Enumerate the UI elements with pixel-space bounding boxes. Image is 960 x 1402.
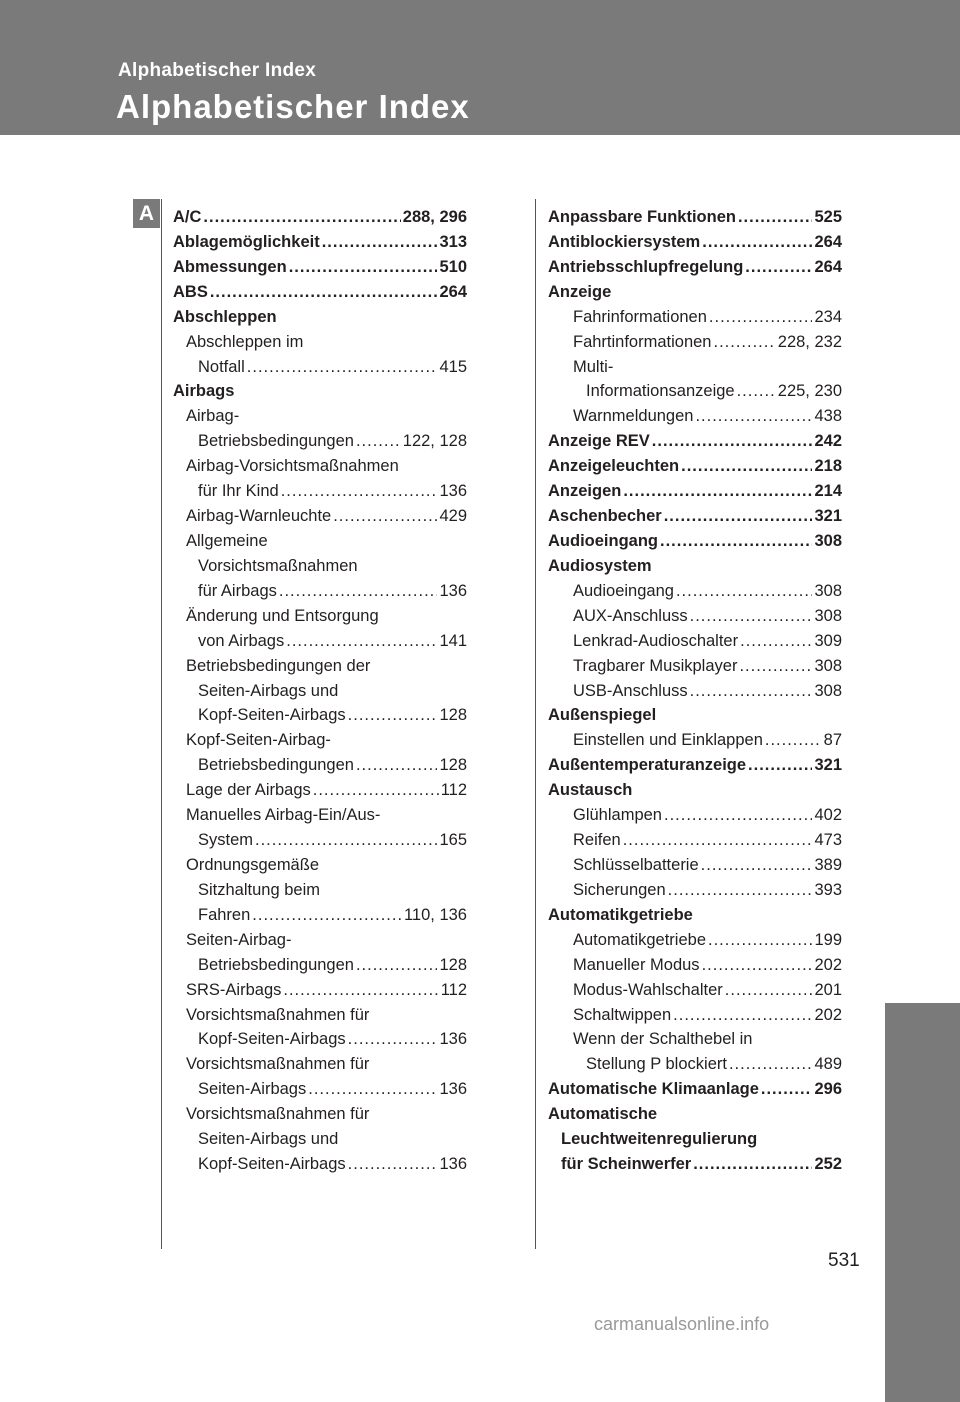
index-entry [173,803,467,828]
index-entry [173,828,467,853]
index-entry [548,1052,842,1077]
dot-leader [729,1052,813,1077]
chapter-title: Alphabetischer Index [118,60,317,81]
dot-leader [255,828,437,853]
index-entry [548,803,842,828]
page-number: 531 [828,1250,860,1271]
index-entry [173,953,467,978]
index-entry-term: System [198,831,254,850]
index-entry-page: 112 [440,781,467,800]
index-entry [548,529,842,554]
index-entry [548,953,842,978]
index-entry-page: 402 [814,806,842,825]
index-entry-page: 128 [439,756,467,775]
dot-leader [348,703,438,728]
index-entry [548,305,842,330]
index-entry-term: Vorsichtsmaßnahmen für [186,1105,370,1124]
index-entry-page: 214 [814,482,842,501]
index-entry-term: Leuchtweitenregulierung [561,1130,758,1149]
index-entry-term: Audiosystem [548,556,652,575]
dot-leader [286,629,437,654]
index-entry-term: Wenn der Schalthebel in [573,1030,753,1049]
dot-leader [714,330,776,355]
index-entry-term: für Airbags [198,581,277,600]
index-entry-page: 438 [814,407,842,426]
index-entry [173,1003,467,1028]
index-entry-term: Ordnungsgemäße [186,855,319,874]
index-entry [548,828,842,853]
dot-leader [738,205,813,230]
dot-leader [664,504,813,529]
index-entry [548,1077,842,1102]
index-entry [548,355,842,380]
index-entry-term: Kopf-Seiten-Airbags [198,1155,346,1174]
index-entry [173,1152,467,1177]
index-entry [173,703,467,728]
index-entry [173,629,467,654]
index-entry [548,479,842,504]
index-entry-page: 473 [814,831,842,850]
index-entry-term: Seiten-Airbag- [186,930,292,949]
index-entry [548,230,842,255]
index-entry-page: 136 [439,1080,467,1099]
index-entry [548,429,842,454]
index-entry-page: 252 [814,1155,842,1174]
index-entry-term: Außenspiegel [548,706,657,725]
index-entry [173,1077,467,1102]
dot-leader [702,953,813,978]
index-entry-page: 321 [814,507,842,526]
index-entry [173,978,467,1003]
index-entry [173,679,467,704]
index-entry-term: Betriebsbedingungen [198,756,354,775]
index-entry-term: Anzeigen [548,482,622,501]
index-entry-term: Außentemperaturanzeige [548,756,747,775]
index-entry-page: 128 [439,706,467,725]
index-entry-page: 141 [439,631,467,650]
index-entry-page: 308 [814,581,842,600]
dot-leader [210,280,438,305]
index-entry-term: Airbag-Vorsichtsmaßnahmen [186,457,399,476]
dot-leader [281,479,438,504]
index-entry-term: Antriebsschlupfregelung [548,257,744,276]
index-entry-page: 199 [814,930,842,949]
dot-leader [313,778,439,803]
index-entry [173,1127,467,1152]
dot-leader [690,604,813,629]
dot-leader [681,454,812,479]
dot-leader [623,828,813,853]
dot-leader [745,255,812,280]
column-divider-middle [535,199,536,1249]
index-entry [548,1027,842,1052]
index-entry [173,429,467,454]
index-entry-page: 242 [814,432,842,451]
index-entry-term: Allgemeine [186,531,268,550]
index-entry-page: 218 [814,457,842,476]
index-entry-term: Kopf-Seiten-Airbag- [186,731,331,750]
dot-leader [664,803,812,828]
index-entry-page: 321 [814,756,842,775]
column-divider-left [161,199,162,1249]
section-letter-badge: A [133,199,160,228]
index-entry [548,205,842,230]
index-entry [548,903,842,928]
index-entry [548,679,842,704]
index-entry [173,504,467,529]
index-entry-term: Manuelles Airbag-Ein/Aus- [186,806,381,825]
index-entry-term: Betriebsbedingungen [198,432,354,451]
dot-leader [652,429,813,454]
index-entry-page: 308 [814,531,842,550]
dot-leader [761,1077,813,1102]
index-entry [548,554,842,579]
index-entry-page: 525 [814,208,842,226]
index-entry [548,778,842,803]
index-entry-page: 308 [814,681,842,700]
index-entry-page: 201 [814,980,842,999]
index-entry-term: Manueller Modus [573,955,700,974]
index-entry [173,778,467,803]
index-entry-term: Lenkrad-Audioschalter [573,631,739,650]
chapter-side-tab [885,1003,960,1402]
index-entry-page: 234 [814,307,842,326]
index-entry [173,728,467,753]
index-entry-term: Fahrinformationen [573,307,707,326]
index-entry [173,305,467,330]
index-entry-page: 308 [814,656,842,675]
index-entry-page: 87 [823,731,842,750]
index-entry-term: Vorsichtsmaßnahmen [198,556,358,575]
dot-leader [623,479,812,504]
index-entry [173,903,467,928]
index-entry [548,504,842,529]
index-entry [173,853,467,878]
index-entry-term: Schaltwippen [573,1005,672,1024]
index-entry [548,579,842,604]
dot-leader [673,1003,812,1028]
index-entry-term: Einstellen und Einklappen [573,731,763,750]
index-entry [548,654,842,679]
index-entry [548,928,842,953]
index-entry-term: Anzeige [548,282,612,301]
dot-leader [695,404,812,429]
index-entry [173,355,467,380]
index-entry [548,454,842,479]
index-entry-term: Glühlampen [573,806,662,825]
index-entry-page: 202 [814,1005,842,1024]
index-entry-term: Reifen [573,831,621,850]
index-entry-term: Automatische Klimaanlage [548,1080,759,1099]
index-entry-term: Betriebsbedingungen der [186,656,371,675]
index-entry-term: Seiten-Airbags und [198,681,339,700]
index-entry-page: 264 [814,232,842,251]
page-header [0,0,960,135]
index-entry-term: Automatikgetriebe [548,905,693,924]
dot-leader [348,1152,438,1177]
dot-leader [283,978,438,1003]
dot-leader [702,230,812,255]
dot-leader [203,205,400,230]
index-entry-page: 288, 296 [402,208,467,226]
index-entry [548,1003,842,1028]
index-entry-term: Tragbarer Musikplayer [573,656,738,675]
index-entry-page: 136 [439,482,467,501]
index-entry-term: Informationsanzeige [586,382,735,401]
index-entry-term: Anzeige REV [548,432,650,451]
index-entry-page: 264 [439,282,467,301]
index-entry-term: Anpassbare Funktionen [548,208,736,226]
index-entry-term: Abschleppen im [186,332,304,351]
index-entry-page: 202 [814,955,842,974]
index-entry [548,629,842,654]
index-entry-term: Sitzhaltung beim [198,880,320,899]
index-entry-page: 136 [439,1030,467,1049]
index-entry-page: 429 [439,507,467,526]
index-entry-page: 110, 136 [403,905,467,924]
index-entry-page: 296 [814,1080,842,1099]
index-entry [173,604,467,629]
watermark: carmanualsonline.info [594,1314,770,1334]
index-entry-term: ABS [173,282,208,301]
index-entry-term: Audioeingang [548,531,658,550]
dot-leader [693,1152,812,1177]
dot-leader [356,429,401,454]
index-entry [548,1102,842,1127]
index-entry-term: Modus-Wahlschalter [573,980,723,999]
index-entry [173,280,467,305]
dot-leader [252,903,402,928]
index-entry-term: Fahrtinformationen [573,332,712,351]
dot-leader [247,355,438,380]
index-entry-term: für Ihr Kind [198,482,279,501]
dot-leader [701,853,813,878]
index-entry-term: von Airbags [198,631,285,650]
dot-leader [279,579,438,604]
index-entry [173,1052,467,1077]
index-entry-term: Airbag-Warnleuchte [186,507,332,526]
index-entry-term: Airbag- [186,407,240,426]
index-entry-page: 112 [440,980,467,999]
index-entry-page: 122, 128 [402,432,467,451]
index-entry [548,1152,842,1177]
index-entry-term: Vorsichtsmaßnahmen für [186,1005,370,1024]
index-entry-term: Automatikgetriebe [573,930,706,949]
page-title: Alphabetischer Index [116,88,470,125]
index-entry [173,1102,467,1127]
index-entry [548,728,842,753]
index-entry [548,978,842,1003]
dot-leader [660,529,812,554]
dot-leader [737,379,776,404]
index-entry [548,255,842,280]
index-entry-term: USB-Anschluss [573,681,688,700]
index-entry-term: für Scheinwerfer [561,1155,692,1174]
index-entry-term: Warnmeldungen [573,407,694,426]
dot-leader [690,679,813,704]
index-entry [173,1027,467,1052]
index-entry-term: Stellung P blockiert [586,1055,727,1074]
dot-leader [748,753,812,778]
index-entry-term: A/C [173,208,202,226]
index-entry [173,230,467,255]
index-entry [173,454,467,479]
index-entry-term: Sicherungen [573,880,666,899]
index-entry-term: Abmessungen [173,257,287,276]
dot-leader [765,728,822,753]
index-entry-page: 165 [439,831,467,850]
dot-leader [322,230,438,255]
index-entry [173,529,467,554]
index-entry-page: 510 [439,257,467,276]
dot-leader [333,504,437,529]
index-entry [173,579,467,604]
index-entry [173,753,467,778]
dot-leader [348,1027,438,1052]
index-entry [173,255,467,280]
index-entry-page: 225, 230 [777,382,842,401]
index-entry-page: 228, 232 [777,332,842,351]
index-entry [548,330,842,355]
dot-leader [356,953,438,978]
index-entry-term: Multi- [573,357,614,376]
index-entry-page: 389 [814,855,842,874]
index-entry-term: Audioeingang [573,581,674,600]
index-entry-term: Antiblockiersystem [548,232,701,251]
index-entry-page: 313 [439,232,467,251]
index-entry [173,878,467,903]
dot-leader [708,928,812,953]
index-entry-term: Abschleppen [173,307,277,326]
dot-leader [668,878,813,903]
index-entry-term: SRS-Airbags [186,980,282,999]
index-entry [173,928,467,953]
index-entry-term: Änderung und Entsorgung [186,606,379,625]
index-entry [173,330,467,355]
index-entry-term: Schlüsselbatterie [573,855,699,874]
index-entry [173,554,467,579]
index-column-left [173,205,467,1177]
dot-leader [676,579,813,604]
index-entry [173,654,467,679]
index-entry-term: Seiten-Airbags [198,1080,307,1099]
index-entry-term: Austausch [548,781,633,800]
index-entry-term: AUX-Anschluss [573,606,688,625]
index-entry-term: Betriebsbedingungen [198,955,354,974]
index-entry-page: 415 [439,357,467,376]
index-entry-term: Kopf-Seiten-Airbags [198,1030,346,1049]
index-entry [548,703,842,728]
dot-leader [739,654,812,679]
index-entry [173,205,467,230]
index-entry-page: 308 [814,606,842,625]
dot-leader [308,1077,437,1102]
index-entry [548,1127,842,1152]
dot-leader [289,255,438,280]
index-entry-term: Seiten-Airbags und [198,1130,339,1149]
index-entry [548,853,842,878]
index-entry [548,753,842,778]
index-entry [548,280,842,305]
index-entry-term: Kopf-Seiten-Airbags [198,706,346,725]
dot-leader [356,753,438,778]
index-entry-term: Fahren [198,905,251,924]
index-entry [173,479,467,504]
index-entry-page: 136 [439,581,467,600]
index-entry-page: 489 [814,1055,842,1074]
index-entry [548,404,842,429]
index-entry-term: Vorsichtsmaßnahmen für [186,1055,370,1074]
index-entry-term: Lage der Airbags [186,781,311,800]
index-entry [173,379,467,404]
dot-leader [740,629,812,654]
index-column-right [548,205,842,1177]
index-entry [548,878,842,903]
index-entry [548,604,842,629]
index-entry-term: Ablagemöglichkeit [173,232,320,251]
index-entry-term: Aschenbecher [548,507,662,526]
dot-leader [725,978,813,1003]
index-entry-term: Anzeigeleuchten [548,457,680,476]
index-entry-page: 136 [439,1155,467,1174]
index-entry [548,379,842,404]
dot-leader [709,305,813,330]
index-entry [173,404,467,429]
index-entry-term: Notfall [198,357,245,376]
index-entry-page: 264 [814,257,842,276]
index-entry-page: 128 [439,955,467,974]
index-entry-page: 309 [814,631,842,650]
index-entry-term: Airbags [173,382,235,401]
index-entry-term: Automatische [548,1105,658,1124]
index-entry-page: 393 [814,880,842,899]
